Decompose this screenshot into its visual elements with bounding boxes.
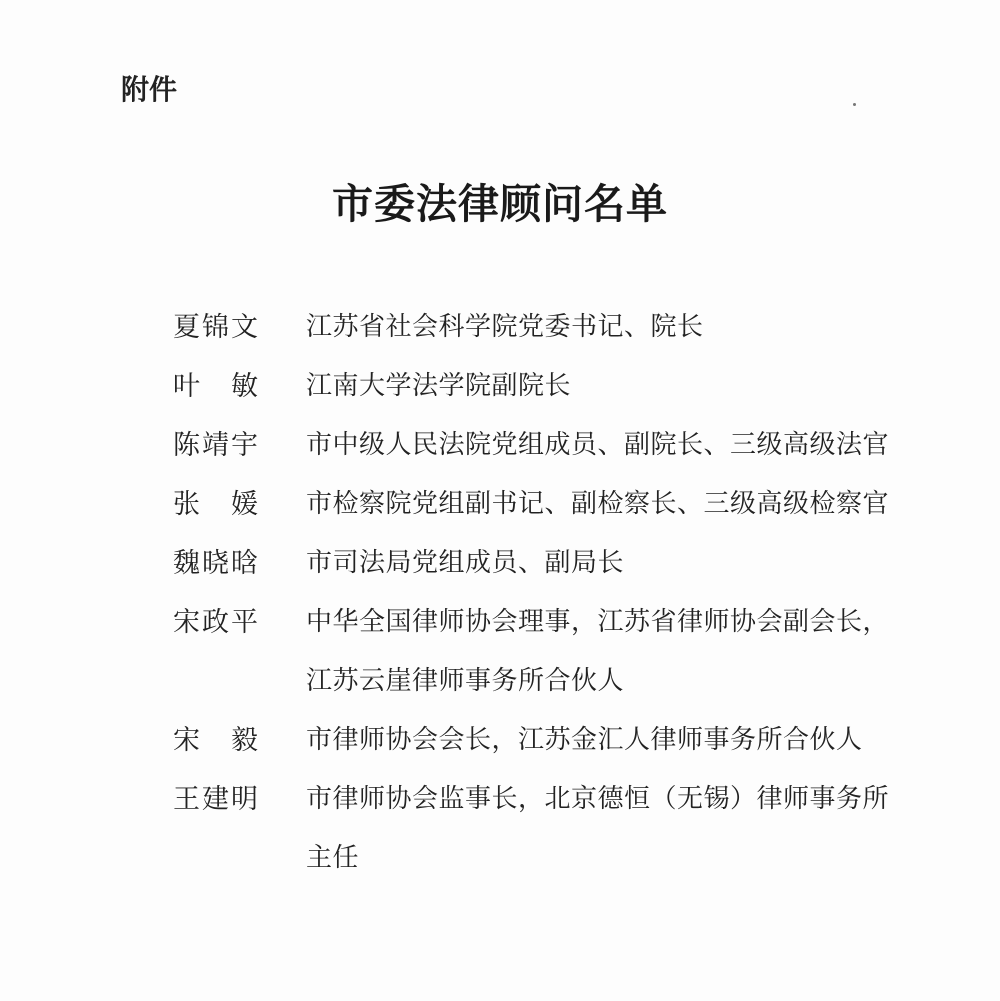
- advisor-entry: [173, 534, 893, 593]
- advisor-name: 王建明: [173, 784, 260, 815]
- advisor-position: 市司法局党组成员、副局长: [306, 548, 625, 578]
- advisor-position: 中华全国律师协会理事，江苏省律师协会副会长，: [306, 607, 890, 637]
- advisor-position: 市中级人民法院党组成员、副院长、三级高级法官: [306, 430, 890, 460]
- advisor-name: 宋 毅: [173, 725, 260, 756]
- advisor-name: 魏晓晗: [173, 548, 260, 579]
- advisor-entry: [173, 711, 893, 770]
- advisor-position: 市律师协会监事长，北京德恒（无锡）律师事务所: [306, 784, 890, 814]
- advisor-entry: [173, 475, 893, 534]
- advisor-position-continued: 江苏云崖律师事务所合伙人: [306, 666, 625, 696]
- scan-speck: [853, 103, 856, 106]
- advisor-list: [173, 298, 893, 888]
- advisor-entry: [173, 416, 893, 475]
- advisor-entry: [173, 357, 893, 416]
- advisor-name: 张 媛: [173, 489, 260, 520]
- advisor-position: 江南大学法学院副院长: [306, 371, 572, 401]
- advisor-position: 江苏省社会科学院党委书记、院长: [306, 312, 704, 342]
- attachment-label: 附件: [121, 73, 178, 106]
- advisor-entry: [173, 593, 893, 711]
- advisor-entry: [173, 770, 893, 888]
- advisor-name: 夏锦文: [173, 312, 260, 343]
- advisor-name: 宋政平: [173, 607, 260, 638]
- advisor-name: 叶 敏: [173, 371, 260, 402]
- advisor-entry: [173, 298, 893, 357]
- advisor-position: 市律师协会会长，江苏金汇人律师事务所合伙人: [306, 725, 863, 755]
- document-title: 市委法律顾问名单: [332, 180, 668, 228]
- advisor-name: 陈靖宇: [173, 430, 260, 461]
- advisor-position: 市检察院党组副书记、副检察长、三级高级检察官: [306, 489, 890, 519]
- advisor-position-continued: 主任: [306, 843, 360, 873]
